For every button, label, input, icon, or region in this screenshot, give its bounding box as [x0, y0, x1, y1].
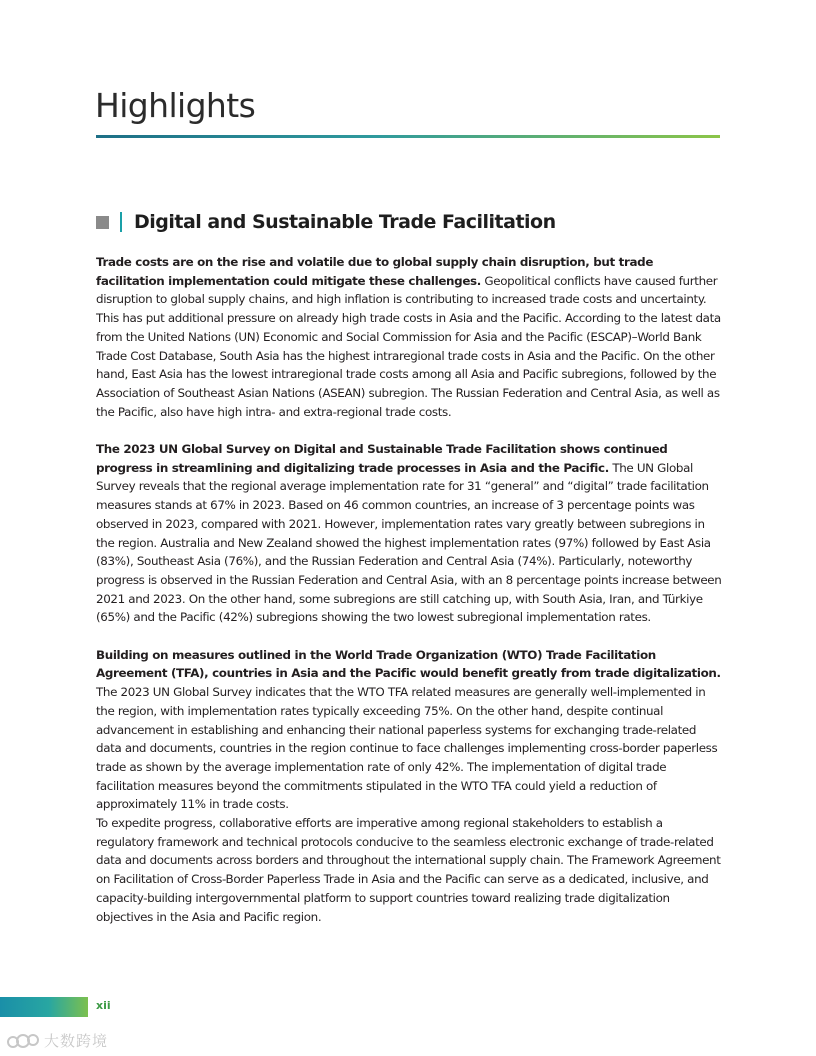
paragraph-wto-tfa — [96, 646, 722, 814]
paragraph-lead: Building on measures outlined in the World Trade Organization (WTO) Trade Facilitation Agreement (TFA), countries in Asia and the Pacific would benefit greatly from trade digitalization. — [96, 647, 721, 681]
page-title: Highlights — [95, 86, 256, 125]
body-text — [96, 253, 722, 926]
footer-accent-bar — [0, 997, 88, 1017]
paragraph-body: To expedite progress, collaborative efforts are imperative among regional stakeholders to establish a regulatory framework and technical protocols conducive to the seamless electronic exchange of trade-related data and documents across borders and throughout the international supply chain. The Framework Agreement on Facilitation of Cross-Border Paperless Trade in Asia and the Pacific can serve as a dedicated, inclusive, and capacity-building intergovernmental platform to support countries toward realizing trade digitalization objectives in the Asia and Pacific region. — [96, 816, 721, 924]
section-heading — [96, 208, 556, 236]
paragraph-body: Geopolitical conflicts have caused further disruption to global supply chains, and high inflation is contributing to increased trade costs and uncertainty. This has put additional pressure on already high trade costs in Asia and the Pacific. According to the latest data from the United Nations (UN) Economic and Social Commission for Asia and the Pacific (ESCAP)–World Bank Trade Cost Database, South Asia has the highest intraregional trade costs in Asia and the Pacific. On the other hand, East Asia has the lowest intraregional trade costs among all Asia and Pacific subregions, followed by the Association of Southeast Asian Nations (ASEAN) subregion. The Russian Federation and Central Asia, as well as the Pacific, also have high intra- and extra-regional trade costs. — [96, 273, 721, 419]
paragraph-lead: Trade costs are on the rise and volatile due to global supply chain disruption, but trade facilitation implementation could mitigate these challenges. — [96, 255, 654, 288]
paragraph-body: The UN Global Survey reveals that the regional average implementation rate for 31 “general” and “digital” trade facilitation measures stands at 67% in 2023. Based on 46 common countries, an increase of 3 percentage points was observed in 2023, compared with 2021. However, implementation rates vary greatly between subregions in the region. Australia and New Zealand showed the highest implementation rates (97%) followed by East Asia (83%), Southeast Asia (76%), and the Russian Federation and Central Asia (74%). Particularly, noteworthy progress is observed in the Russian Federation and Central Asia, with an 8 percentage points increase between 2021 and 2023. On the other hand, some subregions are still catching up, with South Asia, Iran, and Türkiye (65%) and the Pacific (42%) subregions showing the two lowest subregional implementation rates. — [96, 460, 722, 625]
watermark-logo-icon — [6, 1031, 40, 1051]
title-divider — [96, 135, 720, 138]
paragraph-trade-costs — [96, 253, 722, 421]
paragraph-expedite-progress — [96, 814, 722, 926]
section-marker-bar-icon — [120, 212, 122, 232]
paragraph-lead: The 2023 UN Global Survey on Digital and Sustainable Trade Facilitation shows continued progress in streamlining and digitalizing trade processes in Asia and the Pacific. — [96, 442, 668, 475]
paragraph-global-survey — [96, 440, 722, 627]
watermark-text: 大数跨境 — [44, 1032, 109, 1050]
page-number: xii — [96, 999, 111, 1012]
watermark — [6, 1030, 108, 1051]
section-title: Digital and Sustainable Trade Facilitation — [134, 211, 556, 233]
paragraph-body: The 2023 UN Global Survey indicates that the WTO TFA related measures are generally well-implemented in the region, with implementation rates typically exceeding 75%. On the other hand, despite continual advancement in establishing and enhancing their national paperless systems for exchanging trade-related data and documents, countries in the region continue to face challenges implementing cross-border paperless trade as shown by the average implementation rate of only 42%. The implementation of digital trade facilitation measures beyond the commitments stipulated in the WTO TFA could yield a reduction of approximately 11% in trade costs. — [96, 685, 718, 812]
section-marker-square-icon — [96, 216, 109, 229]
